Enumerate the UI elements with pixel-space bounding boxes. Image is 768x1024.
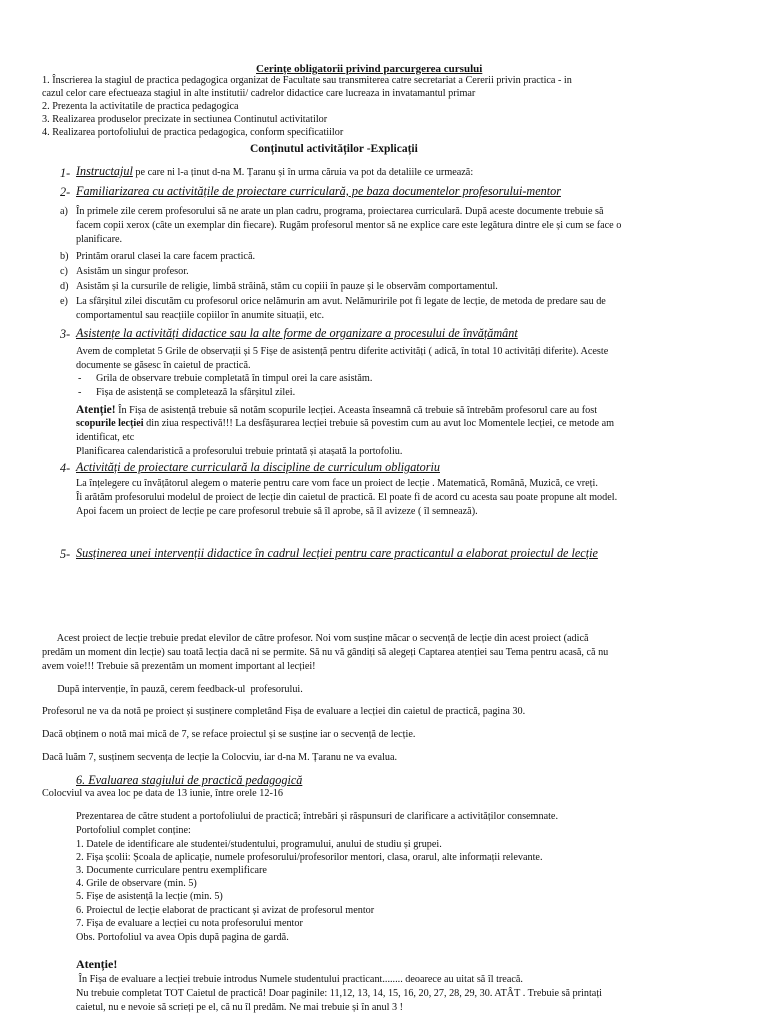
dash-bullet: -: [78, 387, 82, 398]
section-6-title: 6. Evaluarea stagiului de practică pedagogică: [76, 773, 303, 787]
list-item-line: comportamentul sau reacțiile copiilor în anumite situații, etc.: [76, 310, 325, 321]
paragraph-line: Dacă luăm 7, susținem secvența de lecție la Colocviu, iar d-na M. Țaranu ne va evalua.: [42, 752, 398, 763]
paragraph-line: Colocviul va avea loc pe data de 13 iunie, între orele 12-16: [42, 788, 284, 799]
paragraph-line: După intervenție, în pauză, cerem feedback-ul profesorului.: [42, 684, 303, 695]
paragraph-line: Dacă obținem o notă mai mică de 7, se reface proiectul și se susține iar o secvență de lecție.: [42, 729, 416, 740]
list-item-line: În primele zile cerem profesorului să ne arate un plan cadru, programa, proiectarea curriculară. După aceste documente trebuie să: [76, 206, 604, 217]
portfolio-item: 7. Fișa de evaluare a lecției cu nota profesorului mentor: [76, 918, 303, 929]
section-number: 3-: [60, 327, 71, 341]
section-1-line: [76, 165, 473, 179]
list-letter: e): [60, 296, 68, 307]
paragraph-line: documente se găsesc în caietul de practică.: [76, 360, 251, 371]
section-4-title: Activități de proiectare curriculară la discipline de curriculum obligatoriu: [76, 460, 440, 474]
paragraph-line: Avem de completat 5 Grile de observații și 5 Fișe de asistență pentru diferite activități ( adică, în total 10 activități diferite). Aceste: [76, 346, 609, 357]
portfolio-item: Obs. Portofoliul va avea Opis după pagina de gardă.: [76, 932, 289, 943]
paragraph-line: predăm un moment din lecție) sau toată lecția dacă ni se permite. Să nu vă gândiți să alegeți Captarea atenției sau Tema pentru acasă, că nu: [42, 647, 609, 658]
section-number: 1-: [60, 166, 71, 180]
attention-line: Nu trebuie completat TOT Caietul de practică! Doar paginile: 11,12, 13, 14, 15, 16, 20, 27, 28, 29, 30. ATÂT . Trebuie să printați: [76, 988, 602, 999]
paragraph-line: Apoi facem un proiect de lecție pe care profesorul trebuie să îl aprobe, să îl avizeze ( îl semnează).: [76, 506, 478, 517]
paragraph-line: identificat, etc: [76, 432, 135, 443]
attention-text: din ziua respectivă!!! La desfășurarea lecției trebuie să povestim cum au avut loc Momentele lecției, ce metode am: [143, 418, 615, 429]
list-letter: c): [60, 266, 68, 277]
portfolio-item: 2. Fișa școlii: Școala de aplicație, numele profesorului/profesorilor mentori, clasa, orarul, alte informații relevante.: [76, 852, 543, 863]
section-1-title: Instructajul: [76, 164, 133, 178]
requirement-line: cazul celor care efectueaza stagiul in alte institutii/ cadrelor didactice care lucreaza in invatamantul primar: [42, 88, 476, 99]
list-item-line: planificare.: [76, 234, 123, 245]
portfolio-item: 4. Grile de observare (min. 5): [76, 878, 197, 889]
requirement-line: 4. Realizarea portofoliului de practica pedagogica, conform specificatiilor: [42, 127, 344, 138]
section-5-title: Susținerea unei intervenții didactice în cadrul lecției pentru care practicantul a elaborat proiectul de lecție: [76, 546, 598, 560]
portfolio-item: 6. Proiectul de lecție elaborat de practicant și avizat de profesorul mentor: [76, 905, 375, 916]
requirement-line: 1. Înscrierea la stagiul de practica pedagogica organizat de Facultate sau transmiterea catre secretariat a Cererii privin practica - in: [42, 75, 572, 86]
attention-line: În Fișa de evaluare a lecției trebuie introdus Numele studentului practicant........ deoarece au uitat să îl treacă.: [76, 974, 523, 985]
requirement-line: 2. Prezenta la activitatile de practica pedagogica: [42, 101, 239, 112]
paragraph-line: Îi arătăm profesorului modelul de proiect de lecție din caietul de practică. El poate fi de acord cu acesta sau poate propune alt model.: [76, 492, 618, 503]
dash-item: Fișa de asistență se completează la sfârșitul zilei.: [96, 387, 296, 398]
attention-title: Atenție!: [76, 957, 118, 971]
attention-bold: scopurile lecției: [76, 418, 144, 429]
attention-label: Atenție!: [76, 404, 116, 416]
list-item-line: La sfârșitul zilei discutăm cu profesorul orice nelămurin am avut. Nelămuririle pot fi legate de lecție, de metoda de predare sau de: [76, 296, 606, 307]
paragraph-line: Acest proiect de lecție trebuie predat elevilor de către profesor. Noi vom susține măcar o secvență de lecție din acest proiect (adică: [42, 633, 589, 644]
section-number: 4-: [60, 461, 71, 475]
paragraph-line: avem voie!!! Trebuie să prezentăm un moment important al lecției!: [42, 661, 316, 672]
section-1-text: pe care ni l-a ținut d-na M. Țaranu și în urma căruia va pot da detaliile ce urmează:: [132, 167, 474, 178]
paragraph-line: Planificarea calendaristică a profesorului trebuie printată și atașată la portofoliu.: [76, 446, 403, 457]
list-item-line: Printăm orarul clasei la care facem practică.: [76, 251, 256, 262]
paragraph-line: Profesorul ne va da notă pe proiect și susținere completând Fișa de evaluare a lecției din caietul de practică, pagina 30.: [42, 706, 526, 717]
list-letter: b): [60, 251, 69, 262]
list-item-line: Asistăm un singur profesor.: [76, 266, 189, 277]
dash-item: Grila de observare trebuie completată în timpul orei la care asistăm.: [96, 373, 373, 384]
list-item-line: Asistăm și la cursurile de religie, limbă străină, stăm cu copiii în pauze și le observăm comportamentul.: [76, 281, 498, 292]
portfolio-item: 5. Fișe de asistență la lecție (min. 5): [76, 891, 223, 902]
attention-line: [76, 404, 597, 417]
list-letter: a): [60, 206, 68, 217]
portfolio-item: 3. Documente curriculare pentru exemplificare: [76, 865, 267, 876]
paragraph-line: La înțelegere cu învățătorul alegem o materie pentru care vom face un proiect de lecție . Matematică, Română, Muzică, ce vreți.: [76, 478, 598, 489]
attention-line: [76, 418, 614, 430]
requirement-line: 3. Realizarea produselor precizate in sectiunea Continutul activitatilor: [42, 114, 328, 125]
paragraph-line: Portofoliul complet conține:: [76, 825, 191, 836]
portfolio-item: 1. Datele de identificare ale studentei/studentului, programului, anului de studiu și grupei.: [76, 839, 442, 850]
page-title: Cerințe obligatorii privind parcurgerea cursului: [256, 63, 483, 75]
attention-line: caietul, nu e nevoie să scrieți pe el, că nu îl predăm. Ne mai trebuie și în anul 3 !: [76, 1002, 404, 1013]
list-letter: d): [60, 281, 69, 292]
section-number: 5-: [60, 547, 71, 561]
section-heading: Conținutul activităților -Explicații: [250, 143, 418, 155]
section-number: 2-: [60, 185, 71, 199]
section-3-title: Asistențe la activități didactice sau la alte forme de organizare a procesului de învățământ: [76, 326, 518, 340]
attention-text: În Fișa de asistență trebuie să notăm scopurile lecției. Aceasta înseamnă că trebuie să întrebăm profesorul care au fost: [115, 405, 598, 416]
section-2-title: Familiarizarea cu activitățile de proiectare curriculară, pe baza documentelor profesorului-mentor: [76, 184, 561, 198]
list-item-line: facem copii xerox (câte un exemplar din fiecare). Rugăm profesorul mentor să ne explice care este legătura dintre ele și cum se face o: [76, 220, 622, 231]
paragraph-line: Prezentarea de către student a portofoliului de practică; întrebări și răspunsuri de clarificare a activităților consemnate.: [76, 811, 558, 822]
dash-bullet: -: [78, 373, 82, 384]
